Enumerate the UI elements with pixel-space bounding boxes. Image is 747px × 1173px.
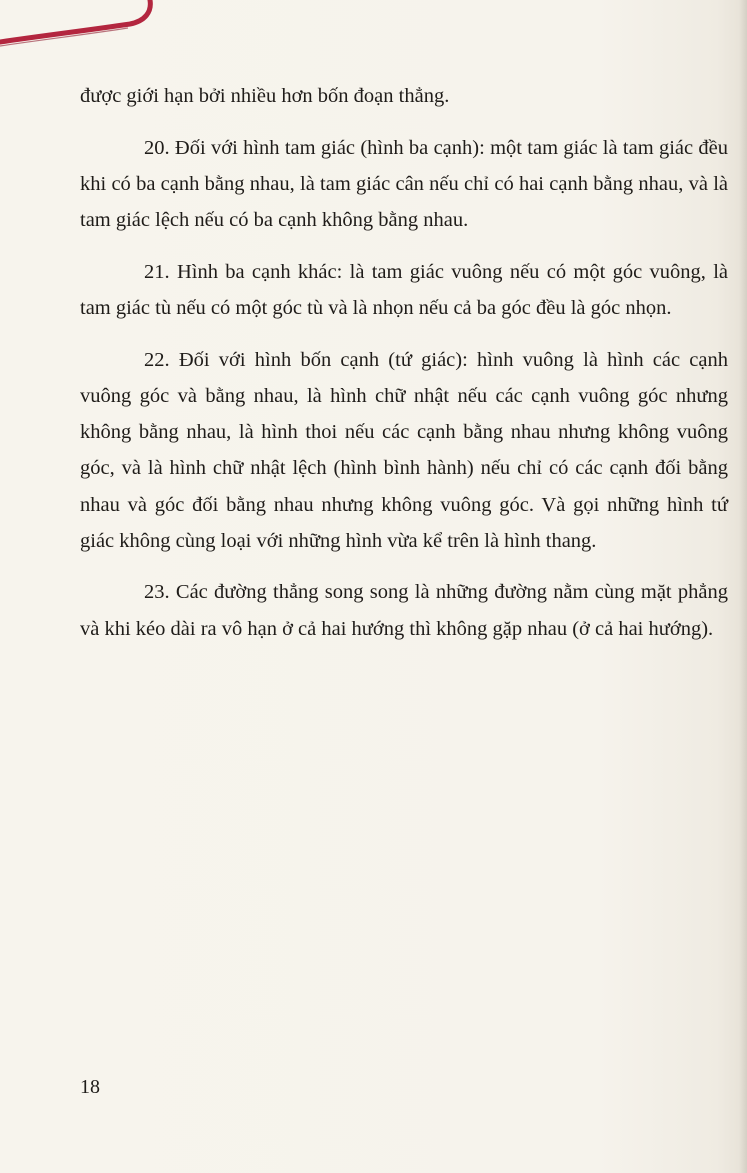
body-text: [80, 78, 728, 647]
page-edge-shadow: [739, 0, 747, 1173]
paragraph-23-parallel-lines: 23. Các đường thẳng song song là những đường nằm cùng mặt phẳng và khi kéo dài ra vô hạn ở cả hai hướng thì không gặp nhau (ở cả hai hướng).: [80, 581, 728, 640]
paragraph-20-triangles: 20. Đối với hình tam giác (hình ba cạnh): một tam giác là tam giác đều khi có ba cạnh bằng nhau, là tam giác cân nếu chỉ có hai cạnh bằng nhau, và là tam giác lệch nếu có ba cạnh không bằng nhau.: [80, 136, 728, 232]
paragraph-continuation: được giới hạn bởi nhiều hơn bốn đoạn thẳng.: [80, 85, 450, 107]
paragraph-22-quadrilaterals: 22. Đối với hình bốn cạnh (tứ giác): hình vuông là hình các cạnh vuông góc và bằng nhau, là hình chữ nhật nếu các cạnh vuông góc nhưng không bằng nhau, là hình thoi nếu các cạnh bằng nhau nhưng không vuông góc, và là hình chữ nhật lệch (hình bình hành) nếu chỉ có các cạnh đối bằng nhau và góc đối bằng nhau nhưng không vuông góc. Và gọi những hình tứ giác không cùng loại với những hình vừa kể trên là hình thang.: [80, 348, 728, 552]
page-number: 18: [80, 1076, 100, 1098]
ribbon-bookmark-icon: [0, 0, 190, 60]
paragraph-21-triangle-angles: 21. Hình ba cạnh khác: là tam giác vuông nếu có một góc vuông, là tam giác tù nếu có một góc tù và là nhọn nếu cả ba góc đều là góc nhọn.: [80, 260, 728, 320]
